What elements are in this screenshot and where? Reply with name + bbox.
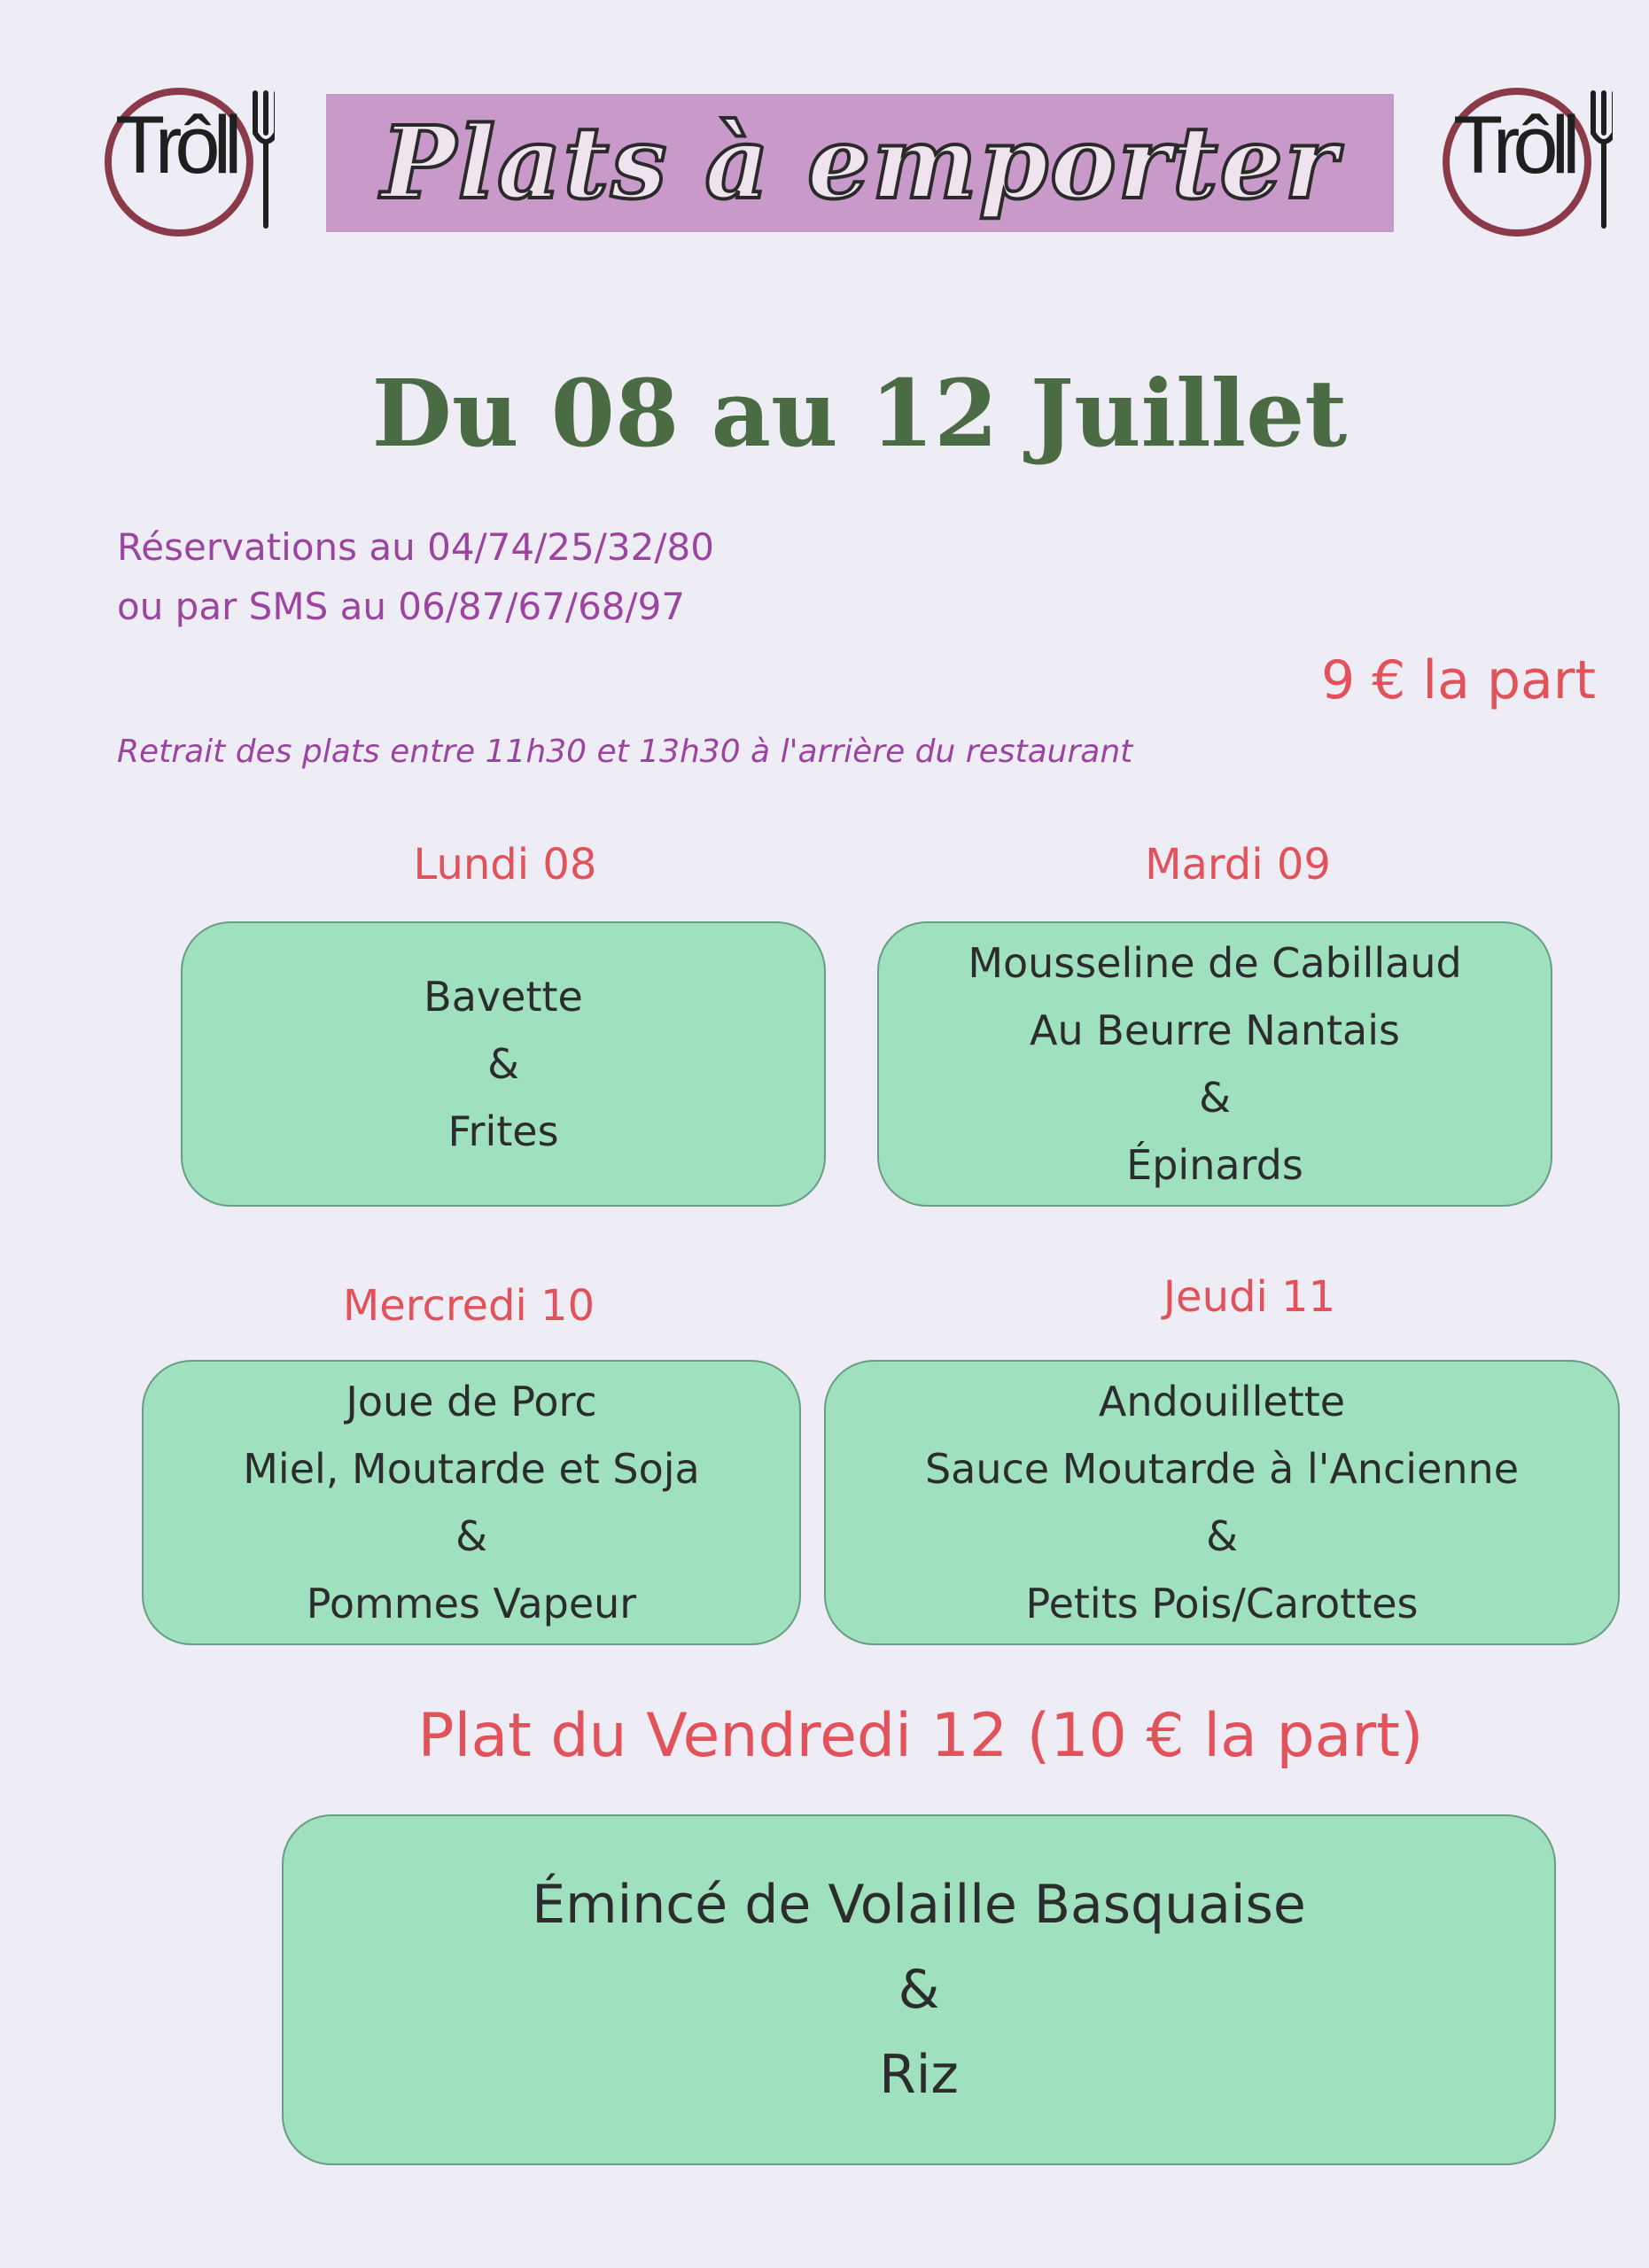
reservation-phone: Réservations au 04/74/25/32/80	[117, 525, 714, 569]
dish-box-thursday	[824, 1360, 1620, 1645]
dish-line: Miel, Moutarde et Soja	[243, 1445, 700, 1493]
dish-box-tuesday	[877, 921, 1552, 1207]
dish-line: Mousseline de Cabillaud	[968, 939, 1462, 987]
dish-line: &	[455, 1512, 487, 1560]
pickup-info: Retrait des plats entre 11h30 et 13h30 à l'arrière du restaurant	[117, 734, 1133, 770]
logo-text: Trôll	[1453, 100, 1574, 190]
day-label-thursday: Jeudi 11	[1163, 1272, 1336, 1322]
friday-heading: Plat du Vendredi 12 (10 € la part)	[417, 1701, 1424, 1771]
dish-line: Riz	[879, 2044, 959, 2106]
dish-line: &	[898, 1959, 940, 2021]
dish-line: Épinards	[1126, 1141, 1303, 1189]
date-range-heading: Du 08 au 12 Juillet	[371, 359, 1348, 468]
dish-box-monday	[181, 921, 826, 1207]
day-label-wednesday: Mercredi 10	[342, 1281, 595, 1331]
price-label: 9 € la part	[1320, 649, 1596, 711]
reservation-sms: ou par SMS au 06/87/67/68/97	[117, 585, 686, 628]
day-label-monday: Lundi 08	[413, 840, 597, 889]
dish-box-wednesday	[142, 1360, 801, 1645]
title-banner	[326, 94, 1394, 232]
dish-line: &	[487, 1040, 519, 1088]
restaurant-logo-left	[97, 49, 275, 244]
fork-and-plate-icon	[1435, 49, 1613, 244]
dish-line: &	[1199, 1074, 1231, 1122]
dish-line: Bavette	[424, 973, 583, 1021]
dish-box-friday	[282, 1814, 1556, 2165]
restaurant-logo-right	[1435, 49, 1613, 244]
dish-line: Sauce Moutarde à l'Ancienne	[924, 1445, 1520, 1493]
page-title: Plats à emporter	[381, 105, 1339, 221]
dish-line: Frites	[447, 1107, 559, 1155]
fork-and-plate-icon	[97, 49, 275, 244]
day-label-tuesday: Mardi 09	[1145, 840, 1331, 889]
dish-line: Andouillette	[1098, 1378, 1346, 1425]
dish-line: Petits Pois/Carottes	[1025, 1580, 1419, 1627]
dish-line: Au Beurre Nantais	[1030, 1006, 1400, 1054]
logo-text: Trôll	[115, 100, 236, 190]
dish-line: &	[1206, 1512, 1238, 1560]
dish-line: Joue de Porc	[346, 1378, 597, 1425]
dish-line: Pommes Vapeur	[306, 1580, 637, 1627]
dish-line: Émincé de Volaille Basquaise	[532, 1874, 1306, 1936]
